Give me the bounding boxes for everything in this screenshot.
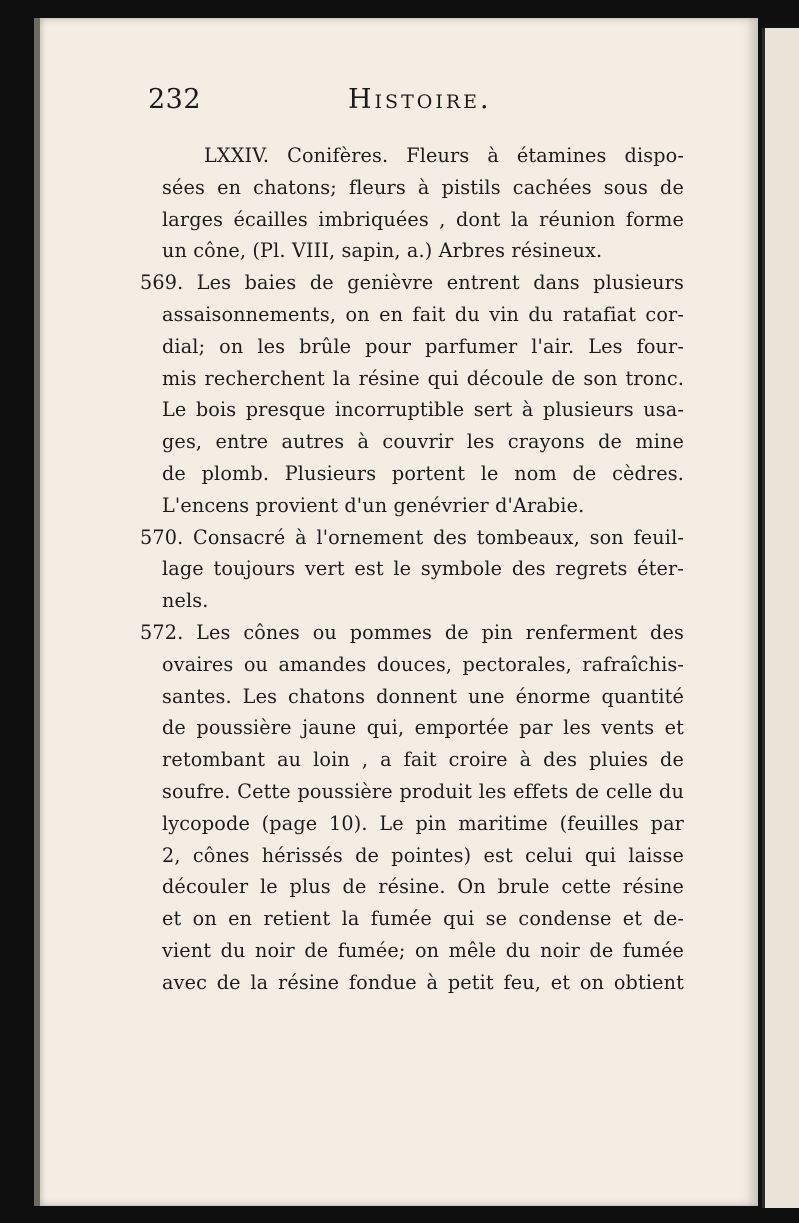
page-number: 232: [148, 84, 202, 115]
text-line: 2, cônes hérissés de pointes) est celui qui laisse: [162, 843, 684, 867]
text-line: mis recherchent la résine qui découle de son tronc.: [162, 366, 684, 390]
page-header: [148, 84, 708, 124]
text-line: et on en retient la fumée qui se condense et de-: [162, 907, 684, 931]
text-line: soufre. Cette poussière produit les effets de celle du: [162, 779, 684, 803]
text-line: 570. Consacré à l'ornement des tombeaux, son feuil-: [140, 525, 684, 549]
text-line: santes. Les chatons donnent une énorme quantité: [162, 684, 684, 708]
text-line: 572. Les cônes ou pommes de pin renferment des: [140, 620, 684, 644]
text-line: vient du noir de fumée; on mêle du noir de fumée: [162, 938, 684, 962]
text-line: retombant au loin , a fait croire à des pluies de: [162, 748, 684, 772]
running-head: Histoire.: [348, 84, 492, 115]
body-text: [140, 140, 684, 999]
text-line: larges écailles imbriquées , dont la réunion forme: [162, 207, 684, 231]
text-line: LXXIV. Conifères. Fleurs à étamines dispo-: [204, 144, 684, 167]
text-line: Le bois presque incorruptible sert à plusieurs usa-: [162, 398, 684, 422]
text-line: avec de la résine fondue à petit feu, et on obtient: [162, 970, 684, 994]
text-line: découler le plus de résine. On brule cette résine: [162, 875, 684, 899]
text-line: nels.: [162, 589, 209, 613]
text-line: dial; on les brûle pour parfumer l'air. Les four-: [162, 334, 684, 358]
text-line: sées en chatons; fleurs à pistils cachées sous de: [162, 175, 684, 199]
text-line: L'encens provient d'un genévrier d'Arabie.: [162, 493, 585, 517]
facing-page-edge: [762, 28, 799, 1208]
text-line: un cône, (Pl. VIII, sapin, a.) Arbres résineux.: [162, 239, 603, 263]
text-line: lycopode (page 10). Le pin maritime (feuilles par: [162, 811, 684, 835]
text-line: lage toujours vert est le symbole des regrets éter-: [162, 557, 684, 581]
text-line: de poussière jaune qui, emportée par les vents et: [162, 716, 684, 740]
text-line: 569. Les baies de genièvre entrent dans plusieurs: [140, 271, 684, 295]
text-line: de plomb. Plusieurs portent le nom de cèdres.: [162, 461, 684, 485]
text-line: ovaires ou amandes douces, pectorales, rafraîchis-: [162, 652, 684, 676]
text-line: assaisonnements, on en fait du vin du ratafiat cor-: [162, 302, 684, 326]
text-line: ges, entre autres à couvrir les crayons de mine: [162, 430, 684, 454]
